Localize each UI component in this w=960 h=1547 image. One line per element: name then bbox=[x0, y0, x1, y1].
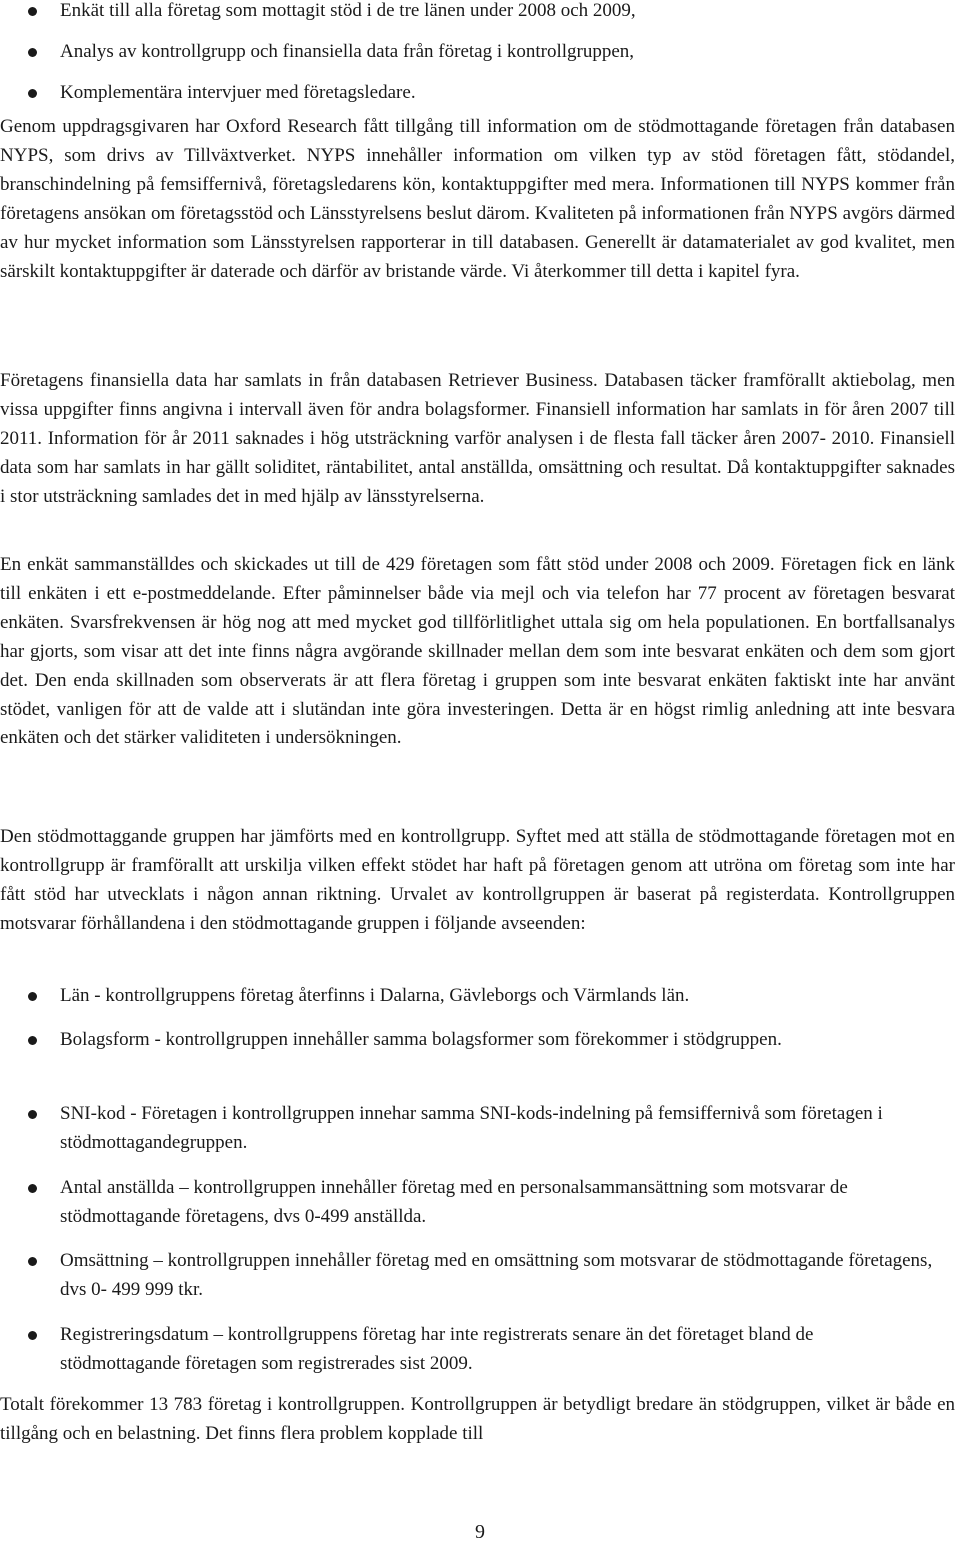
criteria-bullet-text: Registreringsdatum – kontrollgruppens företag har inte registrerats senare än det företaget bland de stödmottagande företagen som registrerades sist 2009. bbox=[60, 1324, 814, 1374]
criteria-bullet-text: Län - kontrollgruppens företag återfinns i Dalarna, Gävleborgs och Värmlands län. bbox=[60, 985, 690, 1006]
bullet-dot bbox=[28, 1036, 37, 1045]
bullet-dot bbox=[28, 1331, 37, 1340]
page-number: 9 bbox=[475, 1521, 485, 1543]
bullet-dot bbox=[28, 992, 37, 1001]
criteria-bullet-text: Bolagsform - kontrollgruppen innehåller samma bolagsformer som förekommer i stödgruppen. bbox=[60, 1029, 782, 1050]
paragraph-control-group: Den stödmottaggande gruppen har jämförts med en kontrollgrupp. Syftet med att ställa de stödmottagande företagen mot en kontrollgrupp är framförallt att urskilja vilken effekt stödet har haft på företagen genom att utröna om företag som inte har fått stöd har utvecklats i någon annan riktning. Urvalet av kontrollgruppen är baserat på registerdata. Kontrollgruppen motsvarar förhållandena i den stödmottagande gruppen i följande avseenden: bbox=[0, 826, 955, 934]
bullet-dot bbox=[28, 1110, 37, 1119]
criteria-bullet-text: Omsättning – kontrollgruppen innehåller företag med en omsättning som motsvarar de stödmottagande företagens, dvs 0- 499 999 tkr. bbox=[60, 1250, 933, 1300]
bullet-dot bbox=[28, 89, 37, 98]
bullet-dot bbox=[28, 7, 37, 16]
criteria-bullet-text: SNI-kod - Företagen i kontrollgruppen innehar samma SNI-kods-indelning på femsiffernivå som företagen i stödmottagandegruppen. bbox=[60, 1103, 883, 1153]
criteria-bullet-text: Antal anställda – kontrollgruppen innehåller företag med en personalsammansättning som motsvarar de stödmottagande företagens, dvs 0-499 anställda. bbox=[60, 1177, 848, 1227]
paragraph-survey: En enkät sammanställdes och skickades ut till de 429 företagen som fått stöd under 2008 och 2009. Företagen fick en länk till enkäten i ett e-postmeddelande. Efter påminnelser både via mejl och via telefon har 77 procent av företagen besvarat enkäten. Svarsfrekvensen är hög nog att med mycket god tillförlitlighet uttala sig om hela populationen. En bortfallsanalys har gjorts, som visar att det inte finns några avgörande skillnader mellan dem som inte besvarat enkäten och dem som gjort det. Den enda skillnaden som observerats är att flera företag i gruppen som inte besvarat enkäten faktiskt inte har använt stödet, vanligen för att de valde att i slutändan inte göra investeringen. Detta är en högst rimlig anledning att inte besvara enkäten och det stärker validiteten i undersökningen. bbox=[0, 554, 955, 749]
bullet-text: Analys av kontrollgrupp och finansiella data från företag i kontrollgruppen, bbox=[60, 41, 635, 62]
bullet-text: Enkät till alla företag som mottagit stöd i de tre länen under 2008 och 2009, bbox=[60, 0, 636, 21]
bullet-dot bbox=[28, 1257, 37, 1266]
bullet-dot bbox=[28, 48, 37, 57]
bullet-dot bbox=[28, 1184, 37, 1193]
bullet-text: Komplementära intervjuer med företagsledare. bbox=[60, 82, 416, 103]
paragraph-control-group-total: Totalt förekommer 13 783 företag i kontrollgruppen. Kontrollgruppen är betydligt bredare än stödgruppen, vilket är både en tillgång och en belastning. Det finns flera problem kopplade till bbox=[0, 1394, 955, 1444]
paragraph-financial-data: Företagens finansiella data har samlats in från databasen Retriever Business. Databasen täcker framförallt aktiebolag, men vissa uppgifter finns angivna i intervall även för andra bolagsformer. Finansiell information har samlats in för åren 2007 till 2011. Information för år 2011 saknades i hög utsträckning varför analysen i de flesta fall täcker åren 2007- 2010. Finansiell data som har samlats in har gällt soliditet, räntabilitet, antal anställda, omsättning och resultat. Då kontaktuppgifter saknades i stor utsträckning samlades det in med hjälp av länsstyrelserna. bbox=[0, 370, 955, 507]
paragraph-nyps: Genom uppdragsgivaren har Oxford Research fått tillgång till information om de stödmottagande företagen från databasen NYPS, som drivs av Tillväxtverket. NYPS innehåller information om vilken typ av stöd företagen fått, stödandel, branschindelning på femsiffernivå, företagsledarens kön, kontaktuppgifter med mera. Informationen till NYPS kommer från företagens ansökan om företagsstöd och Länsstyrelsens beslut därom. Kvaliteten på informationen från NYPS avgörs därmed av hur mycket information som Länsstyrelsen rapporterar in till databasen. Generellt är datamaterialet av god kvalitet, men särskilt kontaktuppgifter är daterade och därför av bristande värde. Vi återkommer till detta i kapitel fyra. bbox=[0, 116, 955, 282]
